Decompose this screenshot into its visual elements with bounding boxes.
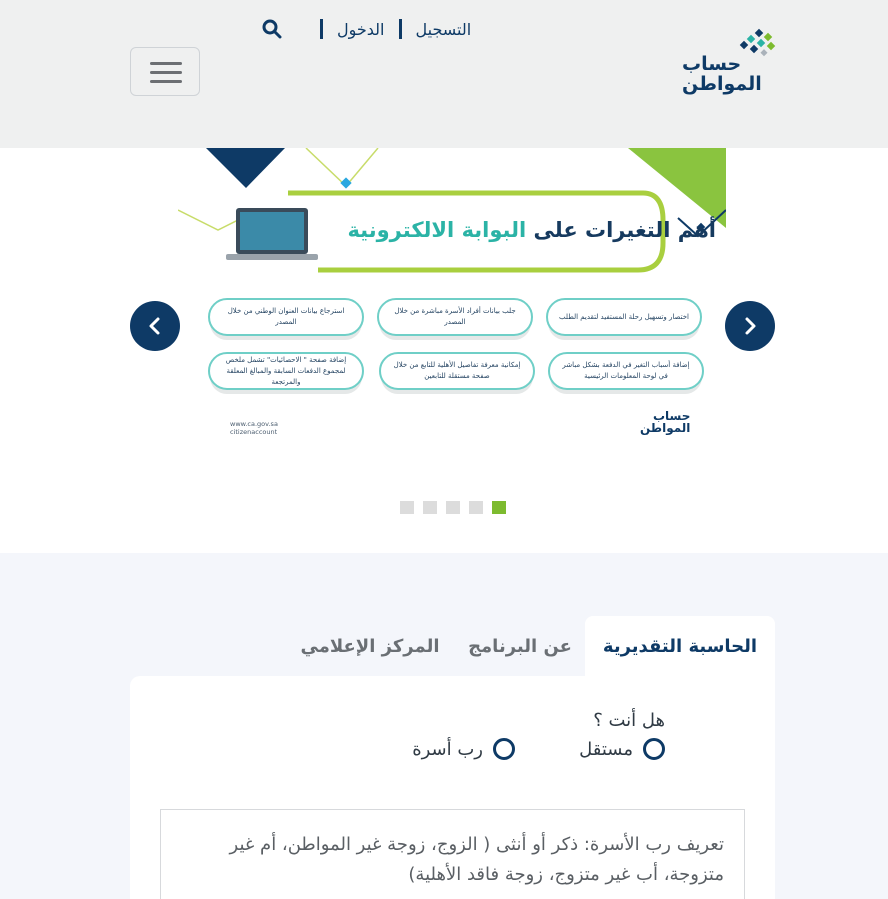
banner-pill: إضافة صفحة " الاحصائيات" تشمل ملخص لمجموع الدفعات السابقة والمبالغ المعلقة والمرتجعة xyxy=(208,352,364,390)
carousel-prev-button[interactable] xyxy=(130,301,180,351)
menu-toggle-button[interactable] xyxy=(130,47,200,96)
site-header xyxy=(0,0,888,148)
hamburger-menu-icon xyxy=(150,62,182,65)
hamburger-line xyxy=(150,80,182,83)
carousel-dot[interactable] xyxy=(423,501,437,514)
search-icon[interactable] xyxy=(262,19,282,39)
carousel-slide[interactable] xyxy=(178,148,726,448)
radio-circle[interactable] xyxy=(643,738,665,760)
radio-head-of-family[interactable] xyxy=(412,738,515,760)
banner-mini-logo: حساب المواطن xyxy=(640,409,691,435)
logo-text: حساب المواطن xyxy=(682,53,762,95)
login-link[interactable]: الدخول xyxy=(337,19,385,39)
tab-media-center[interactable]: المركز الإعلامي xyxy=(300,635,440,657)
banner-pill: استرجاع بيانات العنوان الوطني من خلال المصدر xyxy=(208,298,364,336)
carousel-dot[interactable] xyxy=(400,501,414,514)
carousel-dot[interactable] xyxy=(469,501,483,514)
tab-about-program[interactable]: عن البرنامج xyxy=(468,635,572,657)
top-links xyxy=(262,15,471,43)
citizen-account-logo[interactable] xyxy=(668,28,778,100)
banner-footer-url: www.ca.gov.sa citizenaccount xyxy=(230,420,278,436)
divider xyxy=(399,19,402,39)
carousel-indicators xyxy=(400,501,506,514)
tab-estimator[interactable]: الحاسبة التقديرية xyxy=(585,616,775,676)
banner-pill: اختصار وتسهيل رحلة المستفيد لتقديم الطلب xyxy=(546,298,702,336)
question-label: هل أنت ؟ xyxy=(593,710,665,731)
section-tabs xyxy=(130,616,775,676)
chevron-left-icon xyxy=(145,316,165,336)
estimator-panel xyxy=(130,676,775,899)
radio-circle[interactable] xyxy=(493,738,515,760)
divider xyxy=(320,19,323,39)
hamburger-line xyxy=(150,71,182,74)
carousel-dot-active[interactable] xyxy=(492,501,506,514)
radio-independent[interactable] xyxy=(579,738,665,760)
banner-title: أهم التغيرات على البوابة الالكترونية xyxy=(347,218,716,242)
banner-pill: إمكانية معرفة تفاصيل الأهلية للتابع من خلال صفحة مستقلة للتابعين xyxy=(379,352,535,390)
hero-carousel xyxy=(0,148,888,553)
radio-label: رب أسرة xyxy=(412,738,483,760)
definition-box: تعريف رب الأسرة: ذكر أو أنثى ( الزوج، زوجة غير المواطن، أم غير متزوجة، أب غير متزوج، زوجة فاقد الأهلية) xyxy=(160,809,745,899)
banner-pill: جلب بيانات أفراد الأسرة مباشرة من خلال المصدر xyxy=(377,298,533,336)
carousel-next-button[interactable] xyxy=(725,301,775,351)
chevron-right-icon xyxy=(740,316,760,336)
radio-label: مستقل xyxy=(579,738,633,760)
banner-pill: إضافة أسباب التغير في الدفعة بشكل مباشر في لوحة المعلومات الرئيسية xyxy=(548,352,704,390)
register-link[interactable]: التسجيل xyxy=(415,19,472,39)
carousel-dot[interactable] xyxy=(446,501,460,514)
